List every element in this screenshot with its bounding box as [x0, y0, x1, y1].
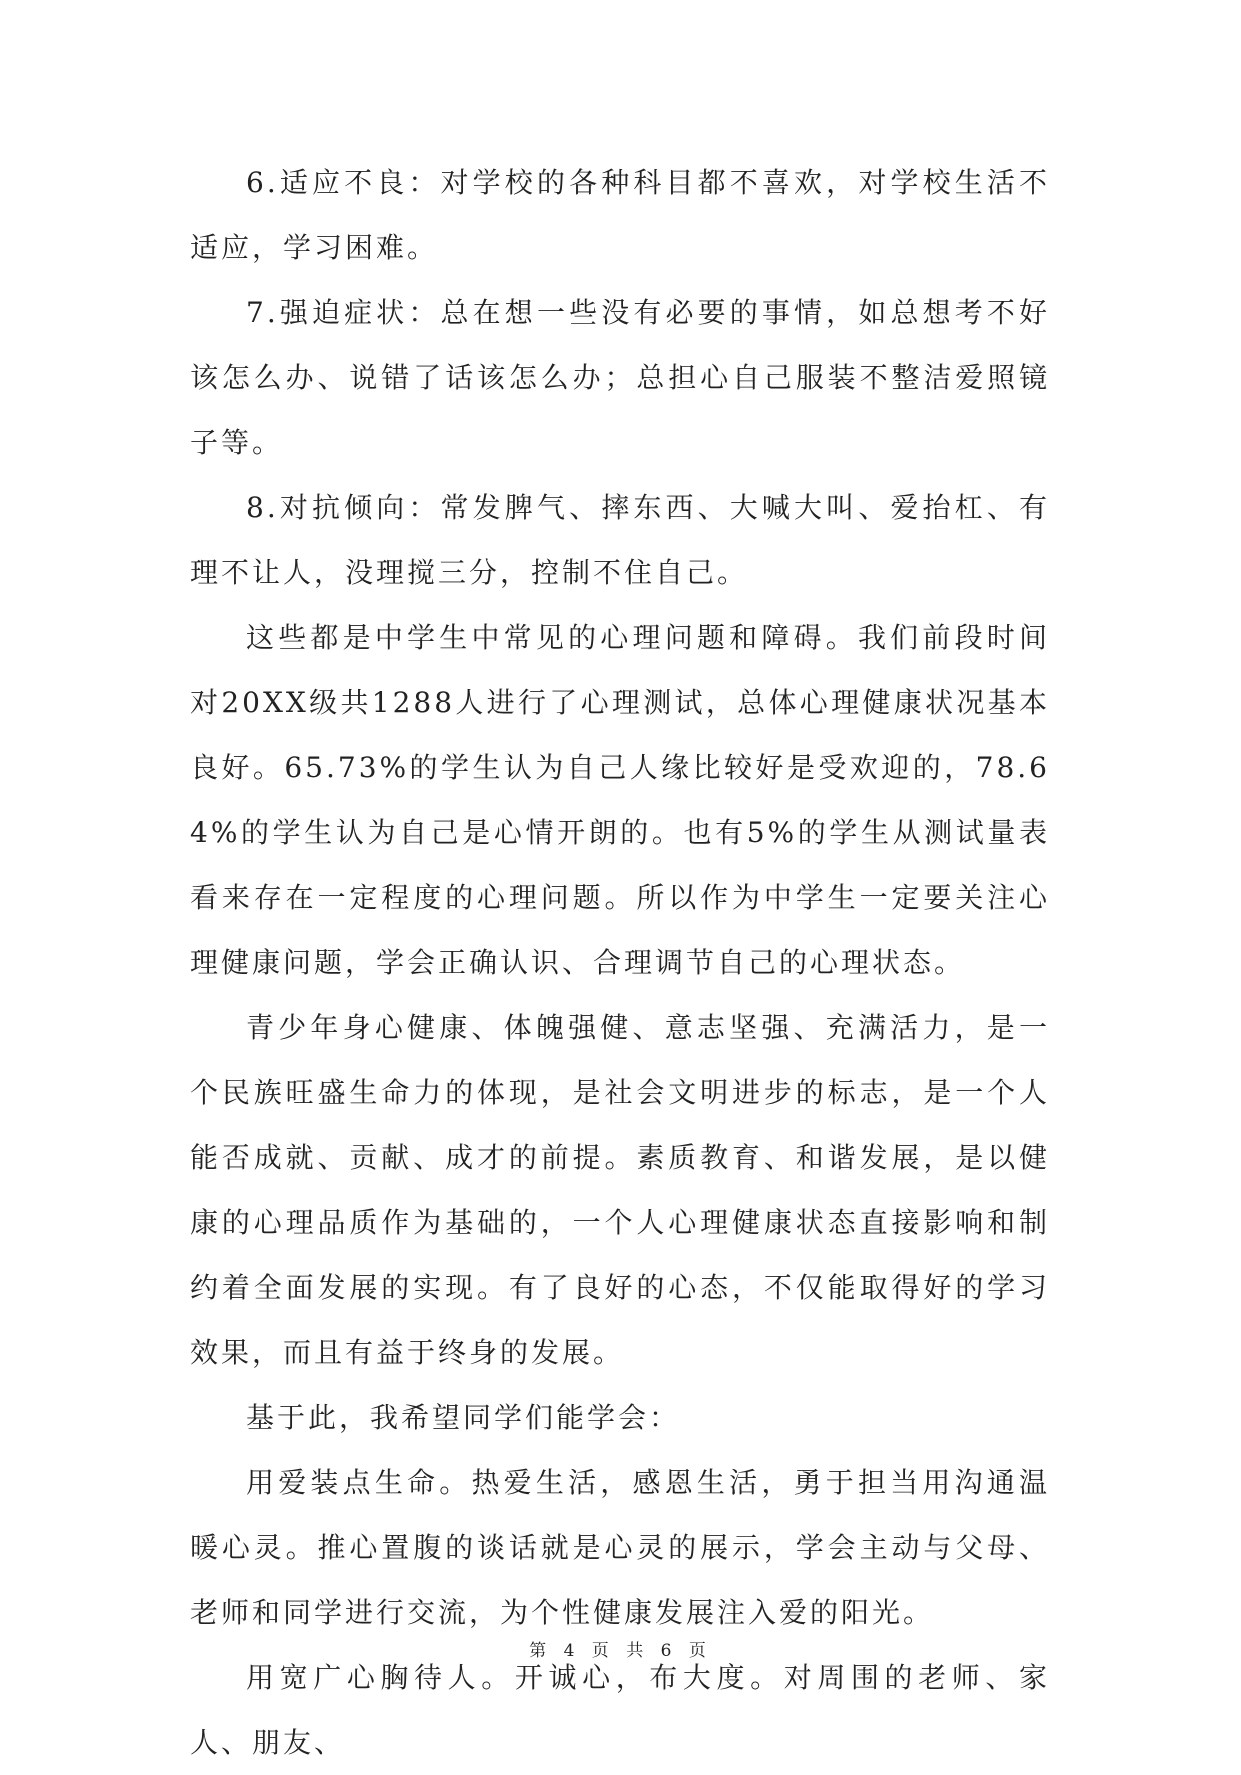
- body-text: [190, 150, 1050, 1775]
- paragraph-love-life: 用爱装点生命。热爱生活，感恩生活，勇于担当用沟通温暖心灵。推心置腹的谈话就是心灵的展示，学会主动与父母、老师和同学进行交流，为个性健康发展注入爱的阳光。: [190, 1466, 1050, 1629]
- paragraph-item-8: 8.对抗倾向：常发脾气、摔东西、大喊大叫、爱抬杠、有理不让人，没理搅三分，控制不住自己。: [190, 491, 1050, 589]
- paragraph-intro-hopes: 基于此，我希望同学们能学会：: [246, 1401, 681, 1434]
- paragraph-survey: 这些都是中学生中常见的心理问题和障碍。我们前段时间对20XX级共1288人进行了心理测试，总体心理健康状况基本良好。65.73%的学生认为自己人缘比较好是受欢迎的，78.64%的学生认为自己是心情开朗的。也有5%的学生从测试量表看来存在一定程度的心理问题。所以作为中学生一定要关注心理健康问题，学会正确认识、合理调节自己的心理状态。: [190, 621, 1050, 979]
- page-number-footer: 第 4 页 共 6 页: [529, 1641, 712, 1661]
- paragraph-item-6: 6.适应不良：对学校的各种科目都不喜欢，对学校生活不适应，学习困难。: [190, 166, 1050, 264]
- paragraph-youth-health: 青少年身心健康、体魄强健、意志坚强、充满活力，是一个民族旺盛生命力的体现，是社会文明进步的标志，是一个人能否成就、贡献、成才的前提。素质教育、和谐发展，是以健康的心理品质作为基础的，一个人心理健康状态直接影响和制约着全面发展的实现。有了良好的心态，不仅能取得好的学习效果，而且有益于终身的发展。: [190, 1011, 1050, 1369]
- paragraph-broad-mind: 用宽广心胸待人。开诚心，布大度。对周围的老师、家人、朋友、: [190, 1661, 1050, 1759]
- paragraph-item-7: 7.强迫症状：总在想一些没有必要的事情，如总想考不好该怎么办、说错了话该怎么办；总担心自己服装不整洁爱照镜子等。: [190, 296, 1050, 459]
